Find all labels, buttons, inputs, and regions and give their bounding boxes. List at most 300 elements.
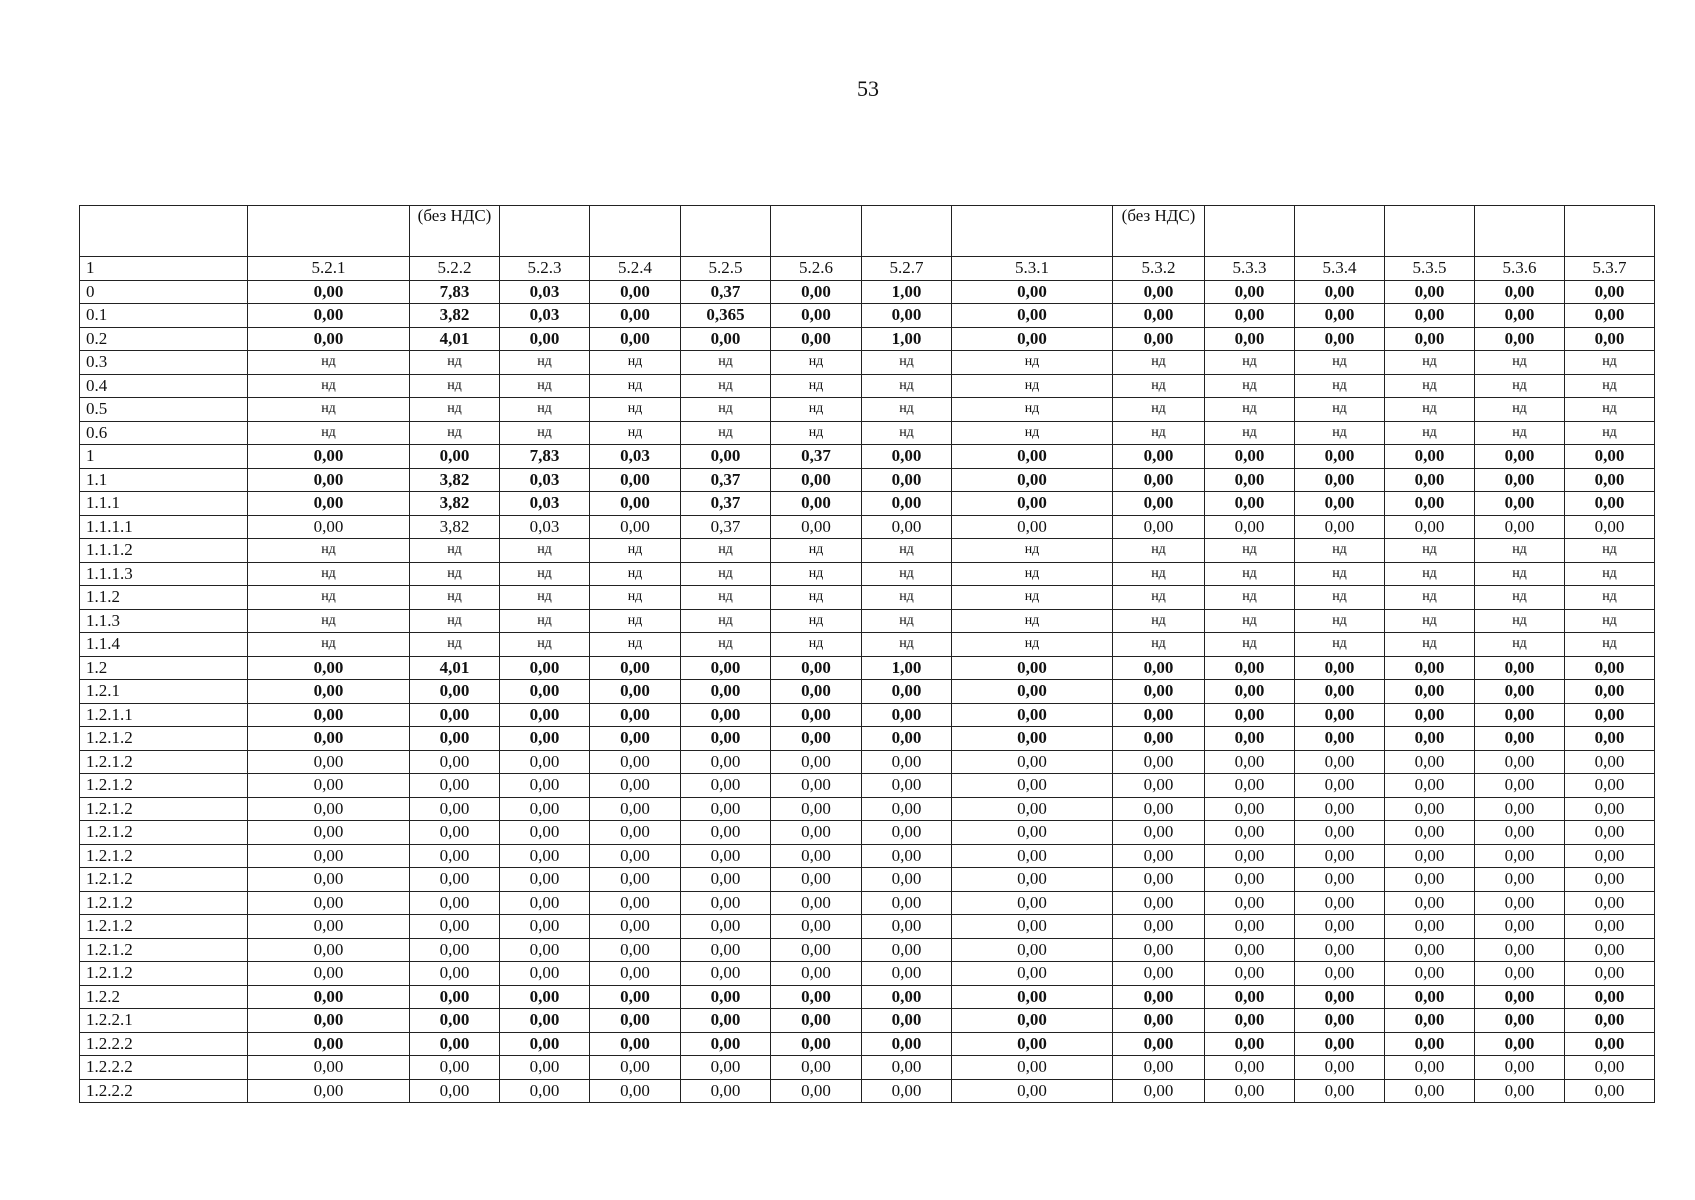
value-cell: 0,00: [1295, 280, 1385, 304]
value-cell: 0,00: [862, 468, 952, 492]
value-cell: 0,00: [1385, 680, 1475, 704]
value-cell: нд: [771, 398, 862, 422]
row-label-cell: 1.1.4: [80, 633, 248, 657]
value-cell: 0,00: [1113, 680, 1205, 704]
value-cell: 0,00: [1565, 1079, 1655, 1103]
value-cell: 0,00: [771, 844, 862, 868]
value-cell: 0,00: [952, 280, 1113, 304]
value-cell: нд: [1205, 609, 1295, 633]
value-cell: 0,00: [1295, 750, 1385, 774]
value-cell: 0,00: [862, 797, 952, 821]
value-cell: 0,00: [862, 868, 952, 892]
value-cell: 0,00: [410, 750, 500, 774]
value-cell: нд: [1295, 539, 1385, 563]
header-cell: [952, 206, 1113, 257]
value-cell: 0,00: [681, 727, 771, 751]
value-cell: нд: [410, 539, 500, 563]
value-cell: 0,00: [1113, 962, 1205, 986]
value-cell: нд: [1113, 539, 1205, 563]
value-cell: 0,00: [1475, 1032, 1565, 1056]
value-cell: 0,00: [681, 656, 771, 680]
table-row: [80, 539, 1655, 563]
header-cell: [590, 206, 681, 257]
value-cell: 0,00: [1385, 797, 1475, 821]
value-cell: 0,00: [862, 1056, 952, 1080]
value-cell: нд: [248, 398, 410, 422]
value-cell: 0,00: [500, 1079, 590, 1103]
value-cell: 0,00: [248, 304, 410, 328]
value-cell: 0,00: [771, 938, 862, 962]
value-cell: 0,00: [1475, 680, 1565, 704]
value-cell: 0,00: [590, 1056, 681, 1080]
value-cell: 0,00: [1475, 774, 1565, 798]
value-cell: 0,00: [1565, 280, 1655, 304]
table-row: [80, 962, 1655, 986]
value-cell: 0,00: [1295, 797, 1385, 821]
value-cell: 0,00: [862, 1032, 952, 1056]
value-cell: нд: [1295, 421, 1385, 445]
value-cell: нд: [500, 421, 590, 445]
row-label-cell: 1.2.1.2: [80, 962, 248, 986]
value-cell: нд: [1295, 633, 1385, 657]
value-cell: 0,00: [410, 703, 500, 727]
row-label-cell: 1.2.1.1: [80, 703, 248, 727]
value-cell: 0,00: [410, 844, 500, 868]
value-cell: 0,00: [771, 680, 862, 704]
value-cell: 3,82: [410, 515, 500, 539]
row-label-cell: 0.6: [80, 421, 248, 445]
value-cell: 0,00: [1385, 1032, 1475, 1056]
table-row: [80, 985, 1655, 1009]
value-cell: 3,82: [410, 492, 500, 516]
value-cell: 0,00: [1113, 703, 1205, 727]
value-cell: 0,00: [1565, 304, 1655, 328]
value-cell: нд: [771, 374, 862, 398]
value-cell: 0,00: [500, 938, 590, 962]
value-cell: 0,00: [410, 1032, 500, 1056]
value-cell: 0,00: [500, 750, 590, 774]
value-cell: 7,83: [410, 280, 500, 304]
value-cell: нд: [410, 609, 500, 633]
table-row: [80, 1009, 1655, 1033]
value-cell: нд: [1385, 374, 1475, 398]
value-cell: 0,00: [500, 1009, 590, 1033]
value-cell: нд: [1205, 539, 1295, 563]
value-cell: 0,00: [1205, 656, 1295, 680]
value-cell: 0,00: [771, 891, 862, 915]
value-cell: 0,00: [248, 774, 410, 798]
column-number-cell: 5.3.4: [1295, 257, 1385, 281]
value-cell: нд: [862, 374, 952, 398]
value-cell: 0,00: [410, 868, 500, 892]
row-label-cell: 0.3: [80, 351, 248, 375]
table-row: [80, 727, 1655, 751]
value-cell: нд: [248, 633, 410, 657]
value-cell: 1,00: [862, 327, 952, 351]
value-cell: нд: [1295, 351, 1385, 375]
value-cell: 0,00: [1475, 1056, 1565, 1080]
value-cell: 0,00: [862, 774, 952, 798]
row-label-cell: 0.5: [80, 398, 248, 422]
value-cell: 0,00: [771, 515, 862, 539]
value-cell: 0,00: [500, 327, 590, 351]
value-cell: 0,00: [590, 938, 681, 962]
column-number-cell: 5.2.3: [500, 257, 590, 281]
value-cell: 0,00: [771, 750, 862, 774]
value-cell: 0,00: [1475, 962, 1565, 986]
value-cell: нд: [1385, 562, 1475, 586]
value-cell: нд: [681, 421, 771, 445]
value-cell: 0,00: [500, 962, 590, 986]
value-cell: 0,00: [771, 727, 862, 751]
value-cell: 0,00: [1113, 797, 1205, 821]
value-cell: 0,00: [248, 680, 410, 704]
header-cell: [1565, 206, 1655, 257]
value-cell: 0,00: [681, 821, 771, 845]
table-row: [80, 797, 1655, 821]
row-label-cell: 1.1: [80, 468, 248, 492]
value-cell: 0,00: [1385, 515, 1475, 539]
value-cell: 0,00: [1475, 844, 1565, 868]
value-cell: 0,00: [590, 891, 681, 915]
value-cell: нд: [771, 633, 862, 657]
value-cell: 0,00: [1113, 938, 1205, 962]
value-cell: нд: [952, 562, 1113, 586]
value-cell: 0,00: [590, 1009, 681, 1033]
value-cell: нд: [1385, 398, 1475, 422]
value-cell: 0,00: [1475, 891, 1565, 915]
value-cell: 0,37: [681, 492, 771, 516]
value-cell: 0,00: [1205, 1079, 1295, 1103]
value-cell: 0,00: [1295, 962, 1385, 986]
value-cell: 0,00: [681, 844, 771, 868]
value-cell: нд: [410, 374, 500, 398]
row-label-cell: 0.1: [80, 304, 248, 328]
value-cell: нд: [1295, 609, 1385, 633]
value-cell: 0,00: [771, 280, 862, 304]
value-cell: нд: [1385, 351, 1475, 375]
value-cell: 0,00: [1205, 750, 1295, 774]
row-label-cell: 1.2.2: [80, 985, 248, 1009]
value-cell: 0,00: [1113, 515, 1205, 539]
value-cell: 0,00: [1113, 656, 1205, 680]
value-cell: нд: [1565, 374, 1655, 398]
value-cell: 0,00: [1565, 1009, 1655, 1033]
value-cell: 0,00: [681, 1032, 771, 1056]
value-cell: 0,00: [952, 821, 1113, 845]
table-body: [80, 206, 1655, 1103]
table-row: [80, 821, 1655, 845]
value-cell: 0,00: [862, 962, 952, 986]
header-cell: (без НДС): [1113, 206, 1205, 257]
table-row: [80, 515, 1655, 539]
value-cell: 0,00: [500, 985, 590, 1009]
value-cell: нд: [1475, 398, 1565, 422]
column-number-cell: 5.2.5: [681, 257, 771, 281]
value-cell: нд: [1295, 398, 1385, 422]
value-cell: 0,00: [248, 1056, 410, 1080]
value-cell: нд: [590, 609, 681, 633]
value-cell: 0,00: [1475, 445, 1565, 469]
value-cell: 0,00: [771, 703, 862, 727]
table-row: [80, 374, 1655, 398]
value-cell: 0,00: [1113, 915, 1205, 939]
row-label-cell: 1.1.1.2: [80, 539, 248, 563]
value-cell: 0,00: [681, 1009, 771, 1033]
value-cell: нд: [862, 421, 952, 445]
value-cell: 0,00: [1205, 891, 1295, 915]
header-cell: [500, 206, 590, 257]
value-cell: нд: [681, 398, 771, 422]
value-cell: 0,00: [771, 468, 862, 492]
value-cell: 0,00: [500, 774, 590, 798]
value-cell: нд: [1385, 539, 1475, 563]
row-label-cell: 1.2.1.2: [80, 821, 248, 845]
value-cell: 0,00: [590, 280, 681, 304]
value-cell: нд: [681, 351, 771, 375]
value-cell: 0,00: [1295, 1009, 1385, 1033]
value-cell: 0,00: [1475, 727, 1565, 751]
value-cell: 0,00: [1565, 1056, 1655, 1080]
value-cell: 0,37: [771, 445, 862, 469]
value-cell: 0,00: [1565, 445, 1655, 469]
value-cell: нд: [248, 374, 410, 398]
value-cell: 0,00: [590, 962, 681, 986]
value-cell: 0,00: [681, 774, 771, 798]
table-row: [80, 609, 1655, 633]
value-cell: 0,03: [500, 280, 590, 304]
value-cell: 0,00: [410, 1009, 500, 1033]
value-cell: нд: [1385, 633, 1475, 657]
value-cell: 0,00: [771, 1056, 862, 1080]
value-cell: 0,00: [410, 938, 500, 962]
value-cell: 1,00: [862, 656, 952, 680]
value-cell: нд: [1113, 633, 1205, 657]
value-cell: 0,00: [1475, 1079, 1565, 1103]
value-cell: нд: [1565, 586, 1655, 610]
value-cell: нд: [248, 421, 410, 445]
value-cell: 0,00: [1205, 703, 1295, 727]
value-cell: 0,00: [1295, 703, 1385, 727]
value-cell: 0,00: [952, 468, 1113, 492]
value-cell: 0,00: [1205, 680, 1295, 704]
table-row: [80, 280, 1655, 304]
value-cell: 0,00: [1385, 750, 1475, 774]
value-cell: 0,00: [500, 891, 590, 915]
value-cell: нд: [771, 609, 862, 633]
value-cell: 0,00: [1295, 774, 1385, 798]
value-cell: 0,00: [500, 1056, 590, 1080]
value-cell: нд: [590, 351, 681, 375]
value-cell: 0,00: [681, 1056, 771, 1080]
value-cell: 0,00: [1205, 515, 1295, 539]
header-cell: [1385, 206, 1475, 257]
value-cell: нд: [771, 586, 862, 610]
value-cell: нд: [1565, 421, 1655, 445]
value-cell: нд: [952, 633, 1113, 657]
value-cell: нд: [1205, 633, 1295, 657]
value-cell: 0,00: [1475, 985, 1565, 1009]
value-cell: 0,00: [952, 727, 1113, 751]
value-cell: 3,82: [410, 304, 500, 328]
value-cell: 0,00: [590, 750, 681, 774]
value-cell: 0,00: [1113, 327, 1205, 351]
value-cell: нд: [771, 421, 862, 445]
value-cell: нд: [862, 609, 952, 633]
value-cell: 0,00: [1205, 938, 1295, 962]
value-cell: 0,00: [1205, 797, 1295, 821]
value-cell: 0,00: [1385, 1079, 1475, 1103]
value-cell: 0,00: [952, 891, 1113, 915]
value-cell: 0,00: [410, 445, 500, 469]
value-cell: 0,00: [1565, 821, 1655, 845]
value-cell: нд: [590, 539, 681, 563]
value-cell: 0,00: [1295, 727, 1385, 751]
value-cell: 1,00: [862, 280, 952, 304]
value-cell: 0,00: [1295, 938, 1385, 962]
value-cell: 0,00: [952, 304, 1113, 328]
table-row: [80, 1032, 1655, 1056]
column-number-cell: 5.3.7: [1565, 257, 1655, 281]
value-cell: 0,00: [248, 844, 410, 868]
value-cell: 0,00: [862, 680, 952, 704]
value-cell: 0,00: [952, 774, 1113, 798]
value-cell: 0,00: [1565, 680, 1655, 704]
value-cell: 0,00: [952, 1009, 1113, 1033]
row-label-cell: 1.1.1.3: [80, 562, 248, 586]
table-row: [80, 351, 1655, 375]
header-cell: [1475, 206, 1565, 257]
value-cell: 0,00: [500, 844, 590, 868]
row-label-cell: 1.2.2.2: [80, 1056, 248, 1080]
value-cell: 0,00: [500, 1032, 590, 1056]
value-cell: нд: [952, 421, 1113, 445]
table-row: [80, 1079, 1655, 1103]
value-cell: 0,00: [862, 750, 952, 774]
value-cell: нд: [500, 374, 590, 398]
value-cell: 0,00: [1205, 985, 1295, 1009]
value-cell: нд: [590, 562, 681, 586]
value-cell: нд: [500, 633, 590, 657]
value-cell: 0,365: [681, 304, 771, 328]
value-cell: нд: [681, 633, 771, 657]
value-cell: 0,00: [410, 727, 500, 751]
value-cell: 0,00: [952, 492, 1113, 516]
value-cell: нд: [410, 351, 500, 375]
value-cell: 0,00: [1475, 304, 1565, 328]
value-cell: 0,00: [1295, 868, 1385, 892]
value-cell: 0,00: [248, 280, 410, 304]
value-cell: 0,00: [248, 1009, 410, 1033]
table-row: [80, 586, 1655, 610]
header-cell: [771, 206, 862, 257]
value-cell: 0,00: [1385, 492, 1475, 516]
value-cell: 0,00: [952, 703, 1113, 727]
table-header-row: [80, 206, 1655, 257]
value-cell: нд: [1205, 351, 1295, 375]
table-row: [80, 750, 1655, 774]
value-cell: 0,00: [1565, 656, 1655, 680]
value-cell: 0,00: [862, 304, 952, 328]
value-cell: 0,00: [590, 797, 681, 821]
value-cell: нд: [1113, 374, 1205, 398]
value-cell: 0,00: [1295, 680, 1385, 704]
value-cell: нд: [1565, 609, 1655, 633]
value-cell: 0,00: [248, 445, 410, 469]
value-cell: 0,00: [1565, 774, 1655, 798]
value-cell: 0,00: [590, 515, 681, 539]
table-row: [80, 774, 1655, 798]
value-cell: 0,00: [1295, 915, 1385, 939]
value-cell: 0,00: [410, 774, 500, 798]
page-number: 53: [857, 76, 879, 101]
value-cell: 0,00: [1205, 727, 1295, 751]
value-cell: 0,00: [1205, 774, 1295, 798]
value-cell: 0,00: [681, 797, 771, 821]
value-cell: 0,00: [1295, 468, 1385, 492]
value-cell: 0,00: [248, 327, 410, 351]
value-cell: 0,00: [1565, 515, 1655, 539]
column-number-cell: 5.2.6: [771, 257, 862, 281]
row-label-cell: 1.2.1.2: [80, 727, 248, 751]
value-cell: 0,00: [681, 962, 771, 986]
value-cell: 0,00: [1565, 891, 1655, 915]
value-cell: 0,00: [1205, 1056, 1295, 1080]
row-label-cell: 0.4: [80, 374, 248, 398]
value-cell: 0,00: [410, 985, 500, 1009]
value-cell: 0,00: [1385, 985, 1475, 1009]
value-cell: 0,00: [410, 680, 500, 704]
value-cell: нд: [771, 351, 862, 375]
value-cell: 0,00: [590, 1079, 681, 1103]
table-row: [80, 398, 1655, 422]
value-cell: 0,00: [771, 1032, 862, 1056]
value-cell: 0,00: [500, 703, 590, 727]
value-cell: 0,00: [1113, 985, 1205, 1009]
value-cell: 0,00: [248, 938, 410, 962]
row-label-cell: 1.2.1.2: [80, 891, 248, 915]
value-cell: 0,00: [952, 1079, 1113, 1103]
value-cell: 0,00: [681, 868, 771, 892]
value-cell: 0,00: [862, 445, 952, 469]
value-cell: 0,00: [952, 680, 1113, 704]
value-cell: нд: [862, 633, 952, 657]
value-cell: 0,00: [1385, 962, 1475, 986]
value-cell: 0,00: [952, 915, 1113, 939]
value-cell: нд: [248, 562, 410, 586]
value-cell: 0,00: [952, 962, 1113, 986]
value-cell: 0,00: [681, 750, 771, 774]
value-cell: нд: [952, 586, 1113, 610]
value-cell: 0,00: [248, 515, 410, 539]
value-cell: 0,00: [1113, 492, 1205, 516]
value-cell: 0,00: [1385, 1056, 1475, 1080]
value-cell: 0,00: [1295, 1056, 1385, 1080]
value-cell: 0,00: [1113, 1032, 1205, 1056]
value-cell: 0,00: [681, 938, 771, 962]
value-cell: 0,00: [1295, 891, 1385, 915]
value-cell: 0,00: [1475, 938, 1565, 962]
value-cell: нд: [248, 351, 410, 375]
value-cell: 0,00: [1385, 727, 1475, 751]
value-cell: нд: [1565, 633, 1655, 657]
value-cell: 0,03: [500, 492, 590, 516]
row-label-cell: 1.2: [80, 656, 248, 680]
value-cell: 0,00: [1565, 962, 1655, 986]
value-cell: нд: [862, 586, 952, 610]
value-cell: нд: [1385, 586, 1475, 610]
value-cell: нд: [500, 539, 590, 563]
